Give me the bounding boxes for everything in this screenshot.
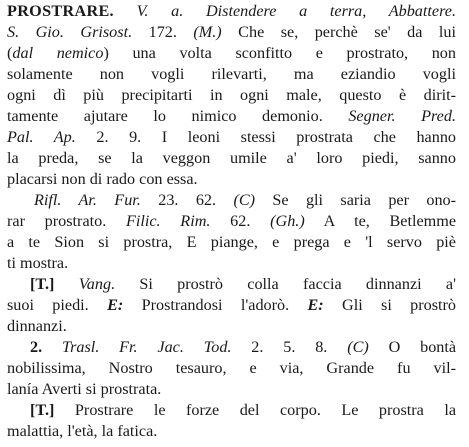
quote-text: Prostrandosi l'adorò. <box>141 296 290 314</box>
entry-line-5: ogni dì più precipitarti in ogni male, questo è dirit- <box>7 86 456 104</box>
entry-line-3 <box>7 43 456 64</box>
entry-line-9: placarsi non di rado con essa. <box>7 170 198 188</box>
entry-line-8: la preda, se la veggon umile a' loro piedi, sanno <box>7 149 456 167</box>
entry-line-12: a te Sion si prostra, E piange, e prega e 'l servo piè <box>7 233 456 251</box>
gloss-italic: dal nemico <box>12 44 104 62</box>
entry-line-18: nobilissima, Nostro tesauro, e via, Grande fu vil- <box>7 359 456 377</box>
sense-number: 2. <box>30 338 43 356</box>
quote-text: Si prostrò colla faccia dinnanzi a' <box>139 275 456 293</box>
citation-abbr: (M.) <box>193 23 222 41</box>
citation-ref: 62. <box>230 212 251 230</box>
quote-text: Se gli saria per ono- <box>272 191 456 209</box>
definition: Distendere a terra, Abbattere. <box>205 2 456 20</box>
entry-line-1 <box>7 1 456 22</box>
entry-line-14 <box>30 274 456 295</box>
entry-line-10 <box>34 190 456 211</box>
entry-line-6 <box>7 106 456 127</box>
citation-source: Pal. Ap. <box>7 128 76 146</box>
entry-line-4: solamente non vogli rilevarti, ma eziandio vogli <box>7 65 456 83</box>
quote-text: rar prostrato. <box>7 212 107 230</box>
citation-source: Rifl. Ar. Fur. <box>34 191 141 209</box>
example-marker: E: <box>307 296 324 314</box>
citation-abbr: (Gh.) <box>270 212 305 230</box>
entry-line-13: ti mostra. <box>7 254 69 272</box>
citation-source: Vang. <box>78 275 116 293</box>
entry-line-11 <box>7 211 456 232</box>
citation-source: Segner. Pred. <box>348 107 456 125</box>
paren-open: ( <box>7 44 13 62</box>
headword: PROSTRARE. <box>7 2 114 20</box>
quote-text: Prostrare le forze del corpo. Le prostra la <box>74 401 456 419</box>
example-marker: E: <box>107 296 124 314</box>
quote-text: Che se, perchè se' da lui <box>238 23 456 41</box>
tuscan-tag: [T.] <box>30 275 55 293</box>
grammar-label: V. a. <box>136 2 184 20</box>
quote-text: suoi piedi. <box>7 296 89 314</box>
citation-ref: 2. 9. <box>96 128 142 146</box>
entry-line-21: malattia, l'età, la fatica. <box>7 422 158 440</box>
quote-text: tamente ajutare lo nimico demonio. <box>7 107 323 125</box>
quote-text: O bontà <box>388 338 456 356</box>
quote-text: Gli si prostrò <box>342 296 456 314</box>
entry-line-2 <box>7 22 456 43</box>
entry-line-20 <box>30 400 456 421</box>
citation-abbr: (C) <box>347 338 369 356</box>
citation-source: Trasl. Fr. Jac. Tod. <box>61 338 232 356</box>
entry-line-7 <box>7 127 456 148</box>
quote-text: ) una volta sconfitto e prostrato, non <box>103 44 456 62</box>
entry-line-16: dinnanzi. <box>7 317 67 335</box>
citation-ref: 2. 5. 8. <box>251 338 328 356</box>
quote-text: I leoni stessi prostrata che hanno <box>161 128 456 146</box>
citation-abbr: (C) <box>233 191 256 209</box>
entry-line-15 <box>7 295 456 316</box>
entry-line-19: lanía Averti si prostrata. <box>7 380 162 398</box>
citation-source: Filic. Rim. <box>125 212 211 230</box>
quote-text: A te, Betlemme <box>323 212 456 230</box>
citation-ref: 23. 62. <box>158 191 217 209</box>
entry-line-17 <box>30 337 456 358</box>
tuscan-tag: [T.] <box>30 401 55 419</box>
citation-ref: 172. <box>148 23 177 41</box>
citation-source: S. Gio. Grisost. <box>7 23 133 41</box>
